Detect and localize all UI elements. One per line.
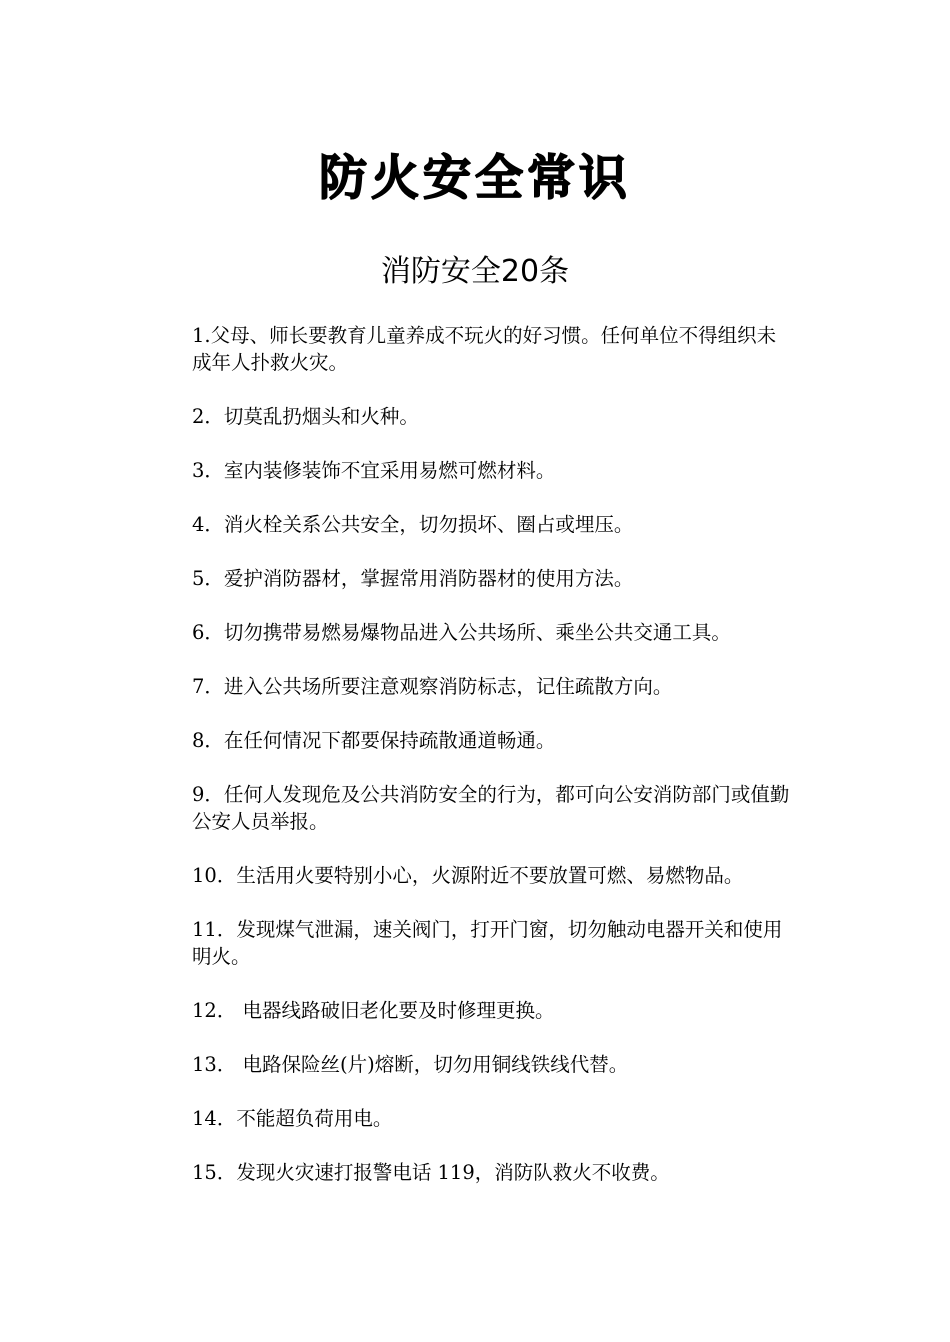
list-item: 2．切莫乱扔烟头和火种。 <box>192 405 419 428</box>
list-item: 6．切勿携带易燃易爆物品进入公共场所、乘坐公共交通工具。 <box>192 621 731 644</box>
list-item: 11．发现煤气泄漏，速关阀门，打开门窗，切勿触动电器开关和使用明火。 <box>192 918 783 968</box>
list-item: 4．消火栓关系公共安全，切勿损坏、圈占或埋压。 <box>192 513 634 536</box>
list-item: 12． 电器线路破旧老化要及时修理更换。 <box>192 999 555 1022</box>
list-item: 8．在任何情况下都要保持疏散通道畅通。 <box>192 729 556 752</box>
list-item: 13． 电路保险丝(片)熔断，切勿用铜线铁线代替。 <box>192 1053 629 1076</box>
list-item: 3．室内装修装饰不宜采用易燃可燃材料。 <box>192 459 556 482</box>
list-item: 5．爱护消防器材，掌握常用消防器材的使用方法。 <box>192 567 634 590</box>
list-item: 14．不能超负荷用电。 <box>192 1107 393 1130</box>
list-item: 15．发现火灾速打报警电话 119，消防队救火不收费。 <box>192 1161 670 1184</box>
list-item: 9．任何人发现危及公共消防安全的行为，都可向公安消防部门或值勤公安人员举报。 <box>192 783 790 833</box>
list-item: 7．进入公共场所要注意观察消防标志，记住疏散方向。 <box>192 675 673 698</box>
list-item: 1.父母、师长要教育儿童养成不玩火的好习惯。任何单位不得组织未成年人扑救火灾。 <box>192 324 777 374</box>
safety-rules-list <box>192 322 792 1213</box>
list-item: 10．生活用火要特别小心，火源附近不要放置可燃、易燃物品。 <box>192 864 744 887</box>
page-title: 防火安全常识 <box>318 150 631 206</box>
page-subtitle: 消防安全20条 <box>380 254 570 289</box>
